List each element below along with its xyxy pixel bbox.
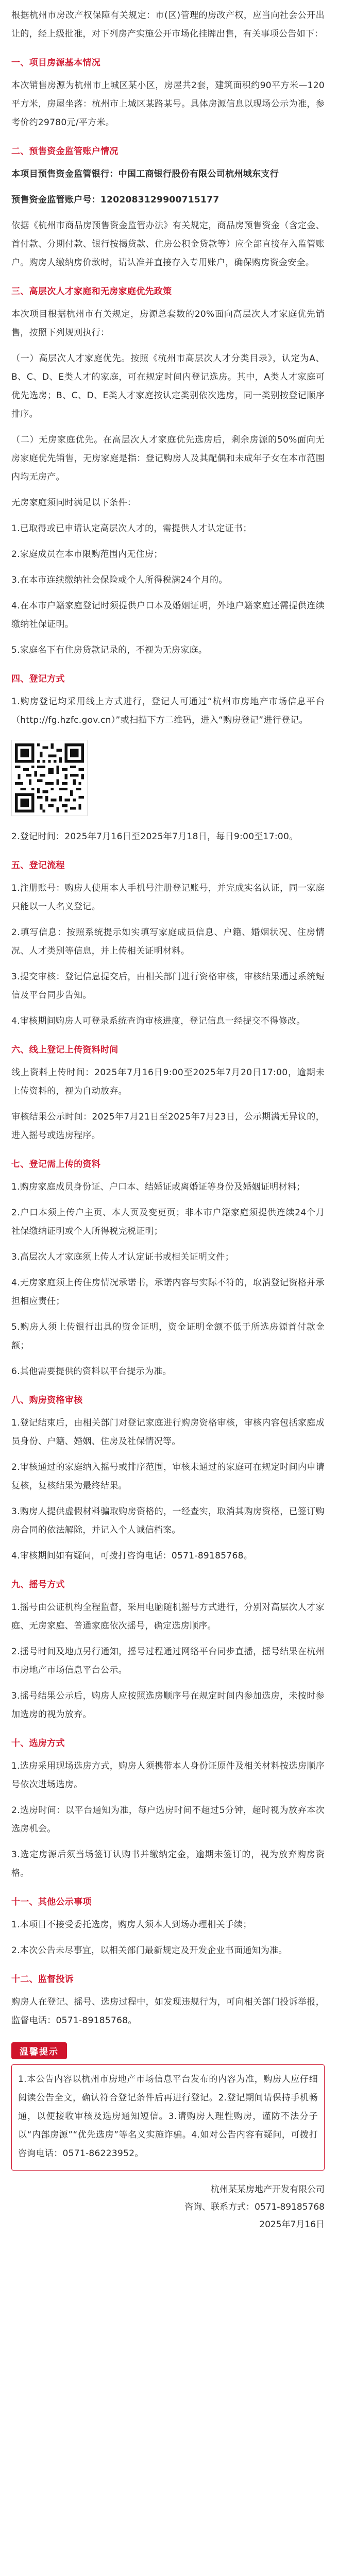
list-item: 3.在本市连续缴纳社会保险或个人所得税满24个月的。 — [11, 575, 228, 585]
signature-org: 杭州某某房地产开发有限公司 — [211, 2184, 325, 2195]
section-heading: 六、线上登记上传资料时间 — [11, 1045, 119, 1055]
section-heading: 十一、其他公示事项 — [11, 1897, 92, 1907]
list-item: 2.本次公告未尽事宜，以相关部门最新规定及开发企业书面通知为准。 — [11, 1945, 288, 1956]
section-paragraph: （一）高层次人才家庭优先。按照《杭州市高层次人才分类目录》，认定为A、B、C、D、E类人才的家庭，可在规定时间内登记选房。其中，A类人才家庭可优先选房；B、C、D、E类人才家庭按认定类别依次选房，同一类别按登记顺序排序。 — [11, 353, 325, 419]
list-item: 2.家庭成员在本市限购范围内无住房； — [11, 549, 163, 560]
tips-block — [11, 2040, 325, 2171]
section-supervision — [11, 1970, 325, 2030]
signature-block — [11, 2181, 325, 2233]
section-heading: 十二、监督投诉 — [11, 1974, 74, 1985]
list-item: 2.户口本须上传户主页、本人页及变更页；非本市户籍家庭须提供连续24个月社保缴纳证明或个人所得税完税证明； — [11, 1208, 325, 1236]
section-paragraph: 购房人在登记、摇号、选房过程中，如发现违规行为，可向相关部门投诉举报，监督电话：0571-89185768。 — [11, 1997, 325, 2026]
tips-badge: 温馨提示 — [11, 2042, 67, 2059]
section-priority-policy — [11, 282, 325, 659]
list-item: 3.购房人提供虚假材料骗取购房资格的，一经查实，取消其购房资格，已签订购房合同的依法解除，并记入个人诚信档案。 — [11, 1506, 325, 1535]
list-item: 2.填写信息：按照系统提示如实填写家庭成员信息、户籍、婚姻状况、住房情况、人才类别等信息，并上传相关证明材料。 — [11, 927, 325, 956]
section-escrow-account — [11, 142, 325, 272]
list-item: 1.摇号由公证机构全程监督，采用电脑随机摇号方式进行，分别对高层次人才家庭、无房家庭、普通家庭依次摇号，确定选房顺序。 — [11, 1602, 325, 1631]
section-required-documents — [11, 1155, 325, 1381]
list-item: 4.在本市户籍家庭登记时须提供户口本及婚姻证明，外地户籍家庭还需提供连续缴纳社保证明。 — [11, 601, 325, 630]
section-lottery-method — [11, 1575, 325, 1724]
section-heading: 四、登记方式 — [11, 674, 65, 684]
list-item: 3.提交审核：登记信息提交后，由相关部门进行资格审核，审核结果通过系统短信及平台同步告知。 — [11, 972, 325, 1001]
escrow-account-number: 预售资金监管账户号：1202083129900715177 — [11, 195, 219, 205]
list-item: 4.审核期间如有疑问，可拨打咨询电话：0571-89185768。 — [11, 1551, 253, 1561]
section-paragraph: 无房家庭须同时满足以下条件： — [11, 498, 137, 508]
section-paragraph: 依据《杭州市商品房预售资金监管办法》有关规定，商品房预售资金（含定金、首付款、分期付款、银行按揭贷款、住房公积金贷款等）应全部直接存入监管账户。购房人缴纳房价款时，请认准并直接存入专用账户，确保购房资金安全。 — [11, 221, 325, 268]
list-item: 5.购房人须上传银行出具的资金证明，资金证明金额不低于所选房源首付款金额； — [11, 1322, 325, 1351]
signature-contact-label: 咨询、联系方式： — [184, 2202, 255, 2212]
list-item: 1.注册账号：购房人使用本人手机号注册登记账号，并完成实名认证，同一家庭只能以一人名义登记。 — [11, 883, 325, 912]
registration-time: 2.登记时间：2025年7月16日至2025年7月18日，每日9:00至17:00。 — [11, 832, 298, 842]
section-paragraph: 本次项目根据杭州市有关规定，房源总套数的20%面向高层次人才家庭优先销售，按照下列规则执行： — [11, 309, 325, 338]
section-heading: 三、高层次人才家庭和无房家庭优先政策 — [11, 286, 172, 297]
list-item: 3.高层次人才家庭须上传人才认定证书或相关证明文件； — [11, 1252, 234, 1262]
list-item: 4.无房家庭须上传住房情况承诺书，承诺内容与实际不符的，取消登记资格并承担相应责任； — [11, 1278, 325, 1307]
section-heading: 十、选房方式 — [11, 1738, 65, 1749]
escrow-bank: 本项目预售资金监管银行：中国工商银行股份有限公司杭州城东支行 — [11, 169, 279, 179]
section-heading: 九、摇号方式 — [11, 1580, 65, 1590]
list-item: 5.家庭名下有住房贷款记录的，不视为无房家庭。 — [11, 645, 208, 655]
tips-text: 1.本公告内容以杭州市房地产市场信息平台发布的内容为准，购房人应仔细阅读公告全文，确认符合登记条件后再进行登记。2.登记期间请保持手机畅通，以便接收审核及选房通知短信。3.请购房人理性购房，谨防不法分子以“内部房源”“优先选房”等名义实施诈骗。4.如对公告内容有疑问，可拨打咨询电话：0571-86223952。 — [11, 2064, 325, 2171]
signature-phone[interactable]: 0571-89185768 — [255, 2202, 325, 2212]
section-heading: 二、预售资金监管账户情况 — [11, 146, 119, 157]
list-item: 1.购房家庭成员身份证、户口本、结婚证或离婚证等身份及婚姻证明材料； — [11, 1182, 306, 1192]
registration-qr-code-icon[interactable] — [11, 740, 88, 816]
list-item: 1.已取得或已申请认定高层次人才的，需提供人才认定证书； — [11, 523, 252, 534]
list-item: 6.其他需要提供的资料以平台提示为准。 — [11, 1366, 172, 1377]
list-item: 3.选定房源后须当场签订认购书并缴纳定金，逾期未签订的，视为放弃购房资格。 — [11, 1850, 325, 1878]
section-paragraph: 本次销售房源为杭州市上城区某小区，房屋共2套，建筑面积约90平方米—120平方米，房屋坐落：杭州市上城区某路某号。具体房源信息以现场公示为准，参考价约29780元/平方米。 — [11, 80, 325, 128]
signature-date: 2025年7月16日 — [259, 2219, 325, 2230]
section-heading: 五、登记流程 — [11, 860, 65, 871]
intro-paragraph: 根据杭州市房改产权保障有关规定：市(区)管理的房改产权，应当向社会公开出让的，经上级批准，对下列房产实施公开市场化挂牌出售，有关事项公告如下： — [11, 10, 325, 39]
list-item: 3.摇号结果公示后，购房人应按照选房顺序号在规定时间内参加选房，未按时参加选房的视为放弃。 — [11, 1691, 325, 1720]
section-upload-time — [11, 1041, 325, 1145]
section-paragraph: 审核结果公示时间：2025年7月21日至2025年7月23日，公示期满无异议的，进入摇号或选房程序。 — [11, 1112, 325, 1141]
section-heading: 七、登记需上传的资料 — [11, 1159, 100, 1170]
section-paragraph: 1.购房登记均采用线上方式进行，登记人可通过“杭州市房地产市场信息平台（http://fg.hzfc.gov.cn）”或扫描下方二维码，进入“购房登记”进行登记。 — [11, 697, 325, 725]
section-heading: 八、购房资格审核 — [11, 1395, 83, 1405]
list-item: 1.登记结束后，由相关部门对登记家庭进行购房资格审核，审核内容包括家庭成员身份、户籍、婚姻、住房及社保情况等。 — [11, 1418, 325, 1447]
list-item: 1.选房采用现场选房方式，购房人须携带本人身份证原件及相关材料按选房顺序号依次进场选房。 — [11, 1761, 325, 1790]
section-selection-method — [11, 1734, 325, 1883]
section-eligibility-review — [11, 1391, 325, 1565]
section-paragraph: 线上资料上传时间：2025年7月16日9:00至2025年7月20日17:00，逾期未上传资料的，视为自动放弃。 — [11, 1067, 325, 1096]
section-registration-method — [11, 670, 325, 846]
list-item: 2.选房时间：以平台通知为准，每户选房时间不超过5分钟，超时视为放弃本次选房机会。 — [11, 1805, 325, 1834]
section-paragraph: （二）无房家庭优先。在高层次人才家庭优先选房后，剩余房源的50%面向无房家庭优先销售，无房家庭是指：登记购房人及其配偶和未成年子女在本市范围内均无房产。 — [11, 435, 325, 482]
section-registration-process — [11, 856, 325, 1030]
list-item: 2.摇号时间及地点另行通知，摇号过程通过网络平台同步直播，摇号结果在杭州市房地产市场信息平台公示。 — [11, 1647, 325, 1675]
list-item: 4.审核期间购房人可登录系统查询审核进度，登记信息一经提交不得修改。 — [11, 1016, 306, 1026]
section-other-notices — [11, 1893, 325, 1960]
list-item: 1.本项目不接受委托选房，购房人须本人到场办理相关手续； — [11, 1920, 252, 1930]
section-heading: 一、项目房源基本情况 — [11, 58, 100, 68]
section-project-info — [11, 54, 325, 132]
list-item: 2.审核通过的家庭纳入摇号或排序范围，审核未通过的家庭可在规定时间内申请复核，复核结果为最终结果。 — [11, 1462, 325, 1491]
